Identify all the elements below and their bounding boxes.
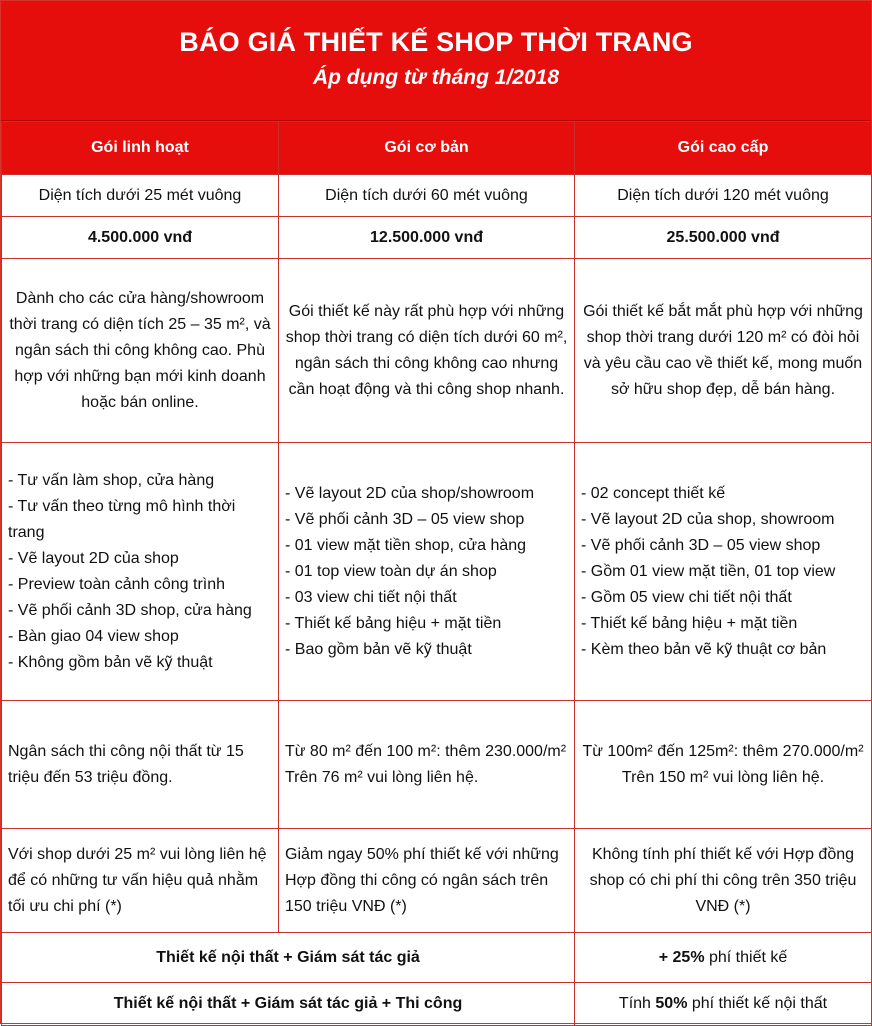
budget-cell (575, 701, 872, 829)
feature-item: - Thiết kế bảng hiệu + mặt tiền (581, 614, 798, 632)
area-row (2, 175, 872, 217)
addon-value (575, 933, 872, 983)
feature-item: - Preview toàn cảnh công trình (8, 575, 226, 593)
addon-value-emphasis: + 25% (658, 948, 705, 966)
feature-item: - Vẽ phối cảnh 3D – 05 view shop (285, 510, 525, 528)
addon-row (2, 933, 872, 983)
feature-item: - Không gồm bản vẽ kỹ thuật (8, 653, 213, 671)
budget-line: Từ 100m² đến 125m²: thêm 270.000/m² (582, 742, 864, 760)
price-cell: 25.500.000 vnđ (575, 217, 872, 259)
area-cell: Diện tích dưới 25 mét vuông (2, 175, 279, 217)
area-cell: Diện tích dưới 120 mét vuông (575, 175, 872, 217)
description-row (2, 259, 872, 443)
features-cell (2, 443, 279, 701)
addon-value-text: phí thiết kế (704, 948, 788, 966)
feature-list (8, 468, 272, 676)
area-cell: Diện tích dưới 60 mét vuông (279, 175, 575, 217)
feature-item: - Bàn giao 04 view shop (8, 627, 179, 645)
features-row (2, 443, 872, 701)
budget-line: Trên 150 m² vui lòng liên hệ. (621, 768, 825, 786)
addon-value (575, 983, 872, 1026)
addon-label: Thiết kế nội thất + Giám sát tác giả + Thi công (2, 983, 575, 1026)
addon-row (2, 983, 872, 1026)
header-banner (1, 1, 871, 121)
feature-item: - Vẽ layout 2D của shop (8, 549, 179, 567)
budget-cell: Ngân sách thi công nội thất từ 15 triệu đến 53 triệu đồng. (2, 701, 279, 829)
feature-item: - 02 concept thiết kế (581, 484, 726, 502)
features-cell (575, 443, 872, 701)
promo-cell: Với shop dưới 25 m² vui lòng liên hệ để có những tư vấn hiệu quả nhằm tối ưu chi phí (*) (2, 829, 279, 933)
addon-label: Thiết kế nội thất + Giám sát tác giả (2, 933, 575, 983)
feature-item: - 01 view mặt tiền shop, cửa hàng (285, 536, 527, 554)
feature-item: - Vẽ phối cảnh 3D – 05 view shop (581, 536, 821, 554)
features-cell (279, 443, 575, 701)
package-header-row (2, 122, 872, 175)
package-name-flexible: Gói linh hoạt (2, 122, 279, 175)
budget-cell (279, 701, 575, 829)
description-cell: Gói thiết kế bắt mắt phù hợp với những shop thời trang dưới 120 m² có đòi hỏi và yêu cầu cao về thiết kế, mong muốn sở hữu shop đẹp, dễ bán hàng. (575, 259, 872, 443)
pricing-table (1, 121, 872, 1026)
feature-list (285, 481, 568, 663)
feature-item: - Thiết kế bảng hiệu + mặt tiền (285, 614, 502, 632)
feature-item: - 01 top view toàn dự án shop (285, 562, 497, 580)
page-title: BÁO GIÁ THIẾT KẾ SHOP THỜI TRANG (179, 27, 693, 57)
feature-item: - Bao gồm bản vẽ kỹ thuật (285, 640, 472, 658)
promo-cell: Giảm ngay 50% phí thiết kế với những Hợp đồng thi công có ngân sách trên 150 triệu VNĐ (*) (279, 829, 575, 933)
feature-item: - Gồm 01 view mặt tiền, 01 top view (581, 562, 836, 580)
budget-line: Từ 80 m² đến 100 m²: thêm 230.000/m² (285, 742, 567, 760)
package-name-premium: Gói cao cấp (575, 122, 872, 175)
budget-line: Trên 76 m² vui lòng liên hệ. (285, 768, 479, 786)
price-row (2, 217, 872, 259)
feature-item: - Tư vấn làm shop, cửa hàng (8, 471, 215, 489)
promo-cell: Không tính phí thiết kế với Hợp đồng shop có chi phí thi công trên 350 triệu VNĐ (*) (575, 829, 872, 933)
price-cell: 12.500.000 vnđ (279, 217, 575, 259)
feature-item: - 03 view chi tiết nội thất (285, 588, 457, 606)
feature-item: - Vẽ phối cảnh 3D shop, cửa hàng (8, 601, 252, 619)
feature-item: - Tư vấn theo từng mô hình thời trang (8, 497, 236, 541)
promo-row (2, 829, 872, 933)
page-subtitle: Áp dụng từ tháng 1/2018 (312, 66, 559, 89)
price-cell: 4.500.000 vnđ (2, 217, 279, 259)
feature-item: - Vẽ layout 2D của shop/showroom (285, 484, 535, 502)
package-name-basic: Gói cơ bản (279, 122, 575, 175)
addon-value-prefix: Tính (618, 995, 656, 1012)
feature-item: - Kèm theo bản vẽ kỹ thuật cơ bản (581, 640, 827, 658)
feature-list (581, 481, 865, 663)
feature-item: - Gồm 05 view chi tiết nội thất (581, 588, 792, 606)
budget-row (2, 701, 872, 829)
addon-value-emphasis: 50% (655, 995, 688, 1012)
addon-value-text: phí thiết kế nội thất (687, 995, 828, 1012)
description-cell: Dành cho các cửa hàng/showroom thời trang có diện tích 25 – 35 m², và ngân sách thi công không cao. Phù hợp với những bạn mới kinh doanh hoặc bán online. (2, 259, 279, 443)
description-cell: Gói thiết kế này rất phù hợp với những shop thời trang có diện tích dưới 60 m², ngân sách thi công không cao nhưng cần hoạt động và thi công shop nhanh. (279, 259, 575, 443)
feature-item: - Vẽ layout 2D của shop, showroom (581, 510, 835, 528)
